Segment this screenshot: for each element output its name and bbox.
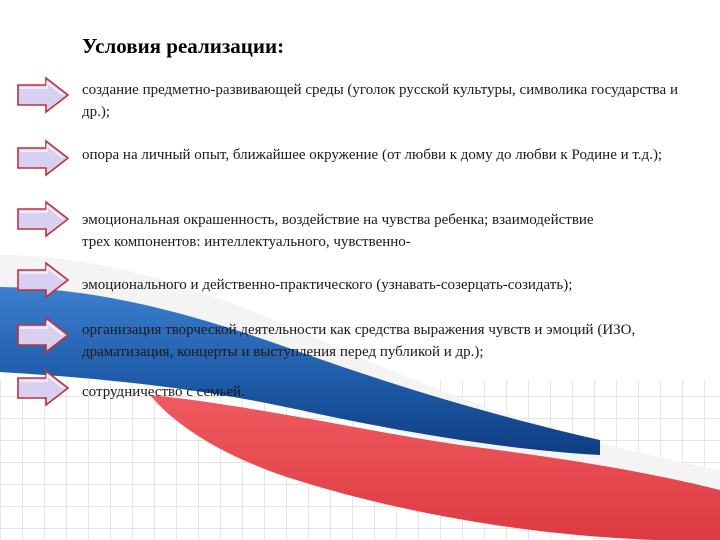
arrow-right-icon	[16, 369, 70, 407]
condition-item: организация творческой деятельности как средства выражения чувств и эмоций (ИЗО, драматизация, концерты и выступления перед публикой и др.);	[82, 322, 636, 360]
arrow-right-icon	[16, 261, 70, 299]
condition-item: сотрудничество с семьей.	[82, 384, 245, 400]
arrow-right-icon	[16, 139, 70, 177]
arrow-right-icon	[16, 76, 70, 114]
condition-item: создание предметно-развивающей среды (уголок русской культуры, символика государства и др.);	[82, 82, 678, 120]
condition-item: эмоциональная окрашенность, воздействие на чувства ребенка; взаимодействие трех компонентов: интеллектуального, чувственно-	[82, 212, 594, 250]
condition-item: опора на личный опыт, ближайшее окружение (от любви к дому до любви к Родине и т.д.);	[82, 147, 663, 163]
arrow-right-icon	[16, 316, 70, 354]
condition-item: эмоционального и действенно-практического (узнавать-созерцать-созидать);	[82, 277, 573, 293]
arrow-right-icon	[16, 200, 70, 238]
slide-title: Условия реализации:	[82, 34, 285, 58]
